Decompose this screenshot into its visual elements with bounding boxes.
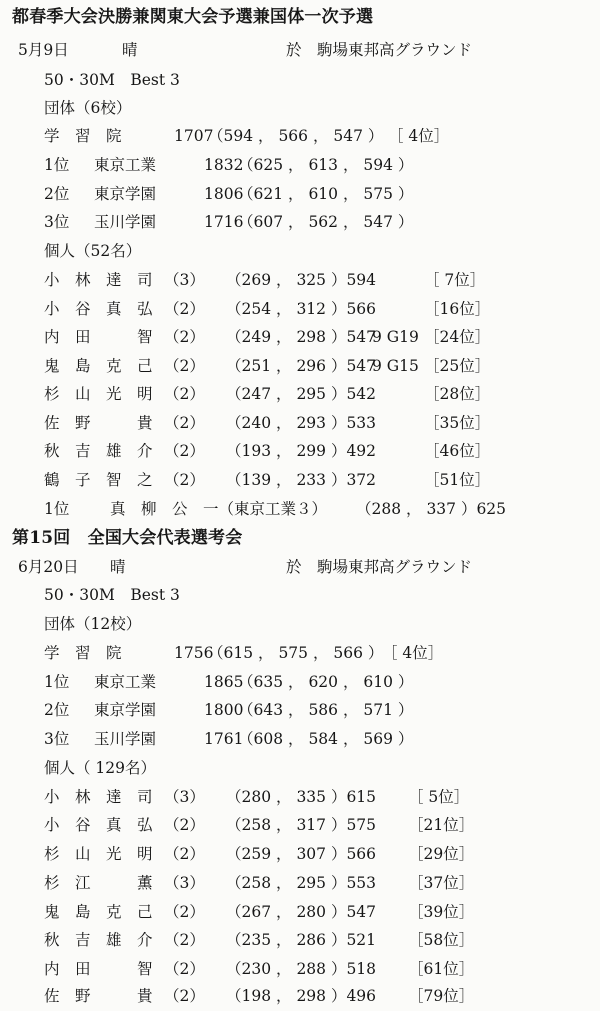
athlete-grade: （2） — [164, 328, 205, 346]
athlete-scores: （240 ， 293 ）533 — [226, 414, 377, 432]
team-total: 1756 — [174, 644, 214, 662]
athlete-rank: ［28位］ — [424, 385, 491, 403]
team-total: 1761 — [204, 730, 244, 748]
athlete-scores: （247 ， 295 ）542 — [226, 385, 377, 403]
athlete-scores: （267 ， 280 ）547 — [226, 903, 377, 921]
team-name: 学 習 院 — [44, 644, 122, 662]
team-name: 東京工業 — [94, 673, 157, 691]
team-total: 1806 — [204, 185, 244, 203]
athlete-rank: ［37位］ — [408, 874, 475, 892]
section1-weather: 晴 — [122, 41, 138, 59]
section1-title: 都春季大会決勝兼関東大会予選兼国体一次予選 — [12, 7, 374, 27]
team-scores: （625 ， 613 ， 594 ） — [238, 156, 414, 174]
team-total: 1832 — [204, 156, 244, 174]
section2-title: 第15回 全国大会代表選考会 — [12, 528, 243, 548]
team-place: 2位 — [44, 701, 70, 719]
athlete-rank: ［ 7位］ — [424, 271, 486, 289]
team-name: 東京学園 — [94, 185, 157, 203]
athlete-grade: （3） — [164, 874, 205, 892]
athlete-scores: （258 ， 317 ）575 — [226, 816, 377, 834]
athlete-grade: （2） — [164, 845, 205, 863]
athlete-grade: （2） — [164, 903, 205, 921]
team-scores: （621 ， 610 ， 575 ） — [238, 185, 414, 203]
team-name: 東京学園 — [94, 701, 157, 719]
team-scores: （594 ， 566 ， 547 ） — [208, 127, 384, 145]
section1-team-header: 団体（6校） — [44, 99, 132, 117]
team-name: 東京工業 — [94, 156, 157, 174]
athlete-name: 秋 吉 雄 介 — [44, 442, 153, 460]
athlete-rank: ［35位］ — [424, 414, 491, 432]
athlete-name: 鶴 子 智 之 — [44, 471, 153, 489]
athlete-name: 秋 吉 雄 介 — [44, 931, 153, 949]
athlete-scores: （254 ， 312 ）566 — [226, 300, 377, 318]
athlete-rank: ［16位］ — [424, 300, 491, 318]
athlete-scores: （198 ， 298 ）496 — [226, 987, 377, 1005]
team-place: 3位 — [44, 730, 70, 748]
athlete-name: 小 林 達 司 — [44, 788, 153, 806]
team-scores: （635 ， 620 ， 610 ） — [238, 673, 414, 691]
athlete-name: 鬼 島 克 己 — [44, 357, 153, 375]
athlete-rank: ［46位］ — [424, 442, 491, 460]
athlete-scores: （258 ， 295 ）553 — [226, 874, 377, 892]
athlete-scores: （259 ， 307 ）566 — [226, 845, 377, 863]
athlete-rank: ［24位］ — [424, 328, 491, 346]
athlete-grade: （2） — [164, 816, 205, 834]
athlete-grade: （2） — [164, 471, 205, 489]
athlete-name: 小 林 達 司 — [44, 271, 153, 289]
athlete-scores: （249 ， 298 ）547 — [226, 328, 377, 346]
team-total: 1865 — [204, 673, 244, 691]
section1-event: 50・30M Best 3 — [44, 71, 180, 89]
athlete-rank: ［21位］ — [408, 816, 475, 834]
athlete-name: 鬼 島 克 己 — [44, 903, 153, 921]
athlete-rank: ［79位］ — [408, 987, 475, 1005]
athlete-scores: （139 ， 233 ）372 — [226, 471, 377, 489]
team-name: 学 習 院 — [44, 127, 122, 145]
team-rank: ［ 4位］ — [382, 644, 444, 662]
winner-place: 1位 — [44, 500, 70, 518]
athlete-rank: ［61位］ — [408, 960, 475, 978]
athlete-name: 内 田 智 — [44, 328, 153, 346]
team-name: 玉川学園 — [94, 213, 157, 231]
athlete-scores: （230 ， 288 ）518 — [226, 960, 377, 978]
athlete-grade: （2） — [164, 385, 205, 403]
section2-indiv-header: 個人（ 129名） — [44, 759, 157, 777]
team-total: 1707 — [174, 127, 214, 145]
section1-indiv-header: 個人（52名） — [44, 242, 142, 260]
team-place: 1位 — [44, 673, 70, 691]
athlete-scores: （280 ， 335 ）615 — [226, 788, 377, 806]
team-place: 2位 — [44, 185, 70, 203]
athlete-grade: （2） — [164, 357, 205, 375]
athlete-scores: （251 ， 296 ）547 — [226, 357, 377, 375]
athlete-scores: （193 ， 299 ）492 — [226, 442, 377, 460]
athlete-extra: 9 G19 — [372, 328, 419, 346]
athlete-name: 佐 野 貴 — [44, 987, 153, 1005]
athlete-grade: （3） — [164, 788, 205, 806]
athlete-rank: ［25位］ — [424, 357, 491, 375]
section1-venue: 於 駒場東邦高グラウンド — [286, 41, 473, 59]
athlete-name: 小 谷 真 弘 — [44, 300, 153, 318]
winner-scores: （288 ， 337 ）625 — [356, 500, 507, 518]
section2-event: 50・30M Best 3 — [44, 586, 180, 604]
athlete-grade: （2） — [164, 931, 205, 949]
athlete-name: 杉 山 光 明 — [44, 845, 153, 863]
athlete-extra: 9 G15 — [372, 357, 419, 375]
team-scores: （607 ， 562 ， 547 ） — [238, 213, 414, 231]
athlete-rank: ［39位］ — [408, 903, 475, 921]
athlete-name: 杉 江 薫 — [44, 874, 153, 892]
team-scores: （615 ， 575 ， 566 ） — [208, 644, 384, 662]
athlete-scores: （235 ， 286 ）521 — [226, 931, 377, 949]
athlete-scores: （269 ， 325 ）594 — [226, 271, 377, 289]
athlete-name: 杉 山 光 明 — [44, 385, 153, 403]
team-name: 玉川学園 — [94, 730, 157, 748]
athlete-rank: ［58位］ — [408, 931, 475, 949]
section2-venue: 於 駒場東邦高グラウンド — [286, 558, 473, 576]
athlete-name: 小 谷 真 弘 — [44, 816, 153, 834]
athlete-grade: （2） — [164, 442, 205, 460]
athlete-grade: （2） — [164, 300, 205, 318]
athlete-grade: （2） — [164, 414, 205, 432]
athlete-name: 内 田 智 — [44, 960, 153, 978]
winner-name: 真 柳 公 一（東京工業３） — [110, 500, 328, 518]
team-place: 3位 — [44, 213, 70, 231]
section2-team-header: 団体（12校） — [44, 615, 142, 633]
athlete-rank: ［ 5位］ — [408, 788, 470, 806]
section2-weather: 晴 — [110, 558, 126, 576]
team-total: 1800 — [204, 701, 244, 719]
team-scores: （643 ， 586 ， 571 ） — [238, 701, 414, 719]
section2-date: 6月20日 — [18, 558, 79, 576]
athlete-grade: （3） — [164, 271, 205, 289]
team-place: 1位 — [44, 156, 70, 174]
athlete-grade: （2） — [164, 987, 205, 1005]
team-total: 1716 — [204, 213, 244, 231]
athlete-rank: ［29位］ — [408, 845, 475, 863]
athlete-rank: ［51位］ — [424, 471, 491, 489]
team-scores: （608 ， 584 ， 569 ） — [238, 730, 414, 748]
team-rank: ［ 4位］ — [388, 127, 450, 145]
athlete-name: 佐 野 貴 — [44, 414, 153, 432]
athlete-grade: （2） — [164, 960, 205, 978]
section1-date: 5月9日 — [18, 41, 69, 59]
